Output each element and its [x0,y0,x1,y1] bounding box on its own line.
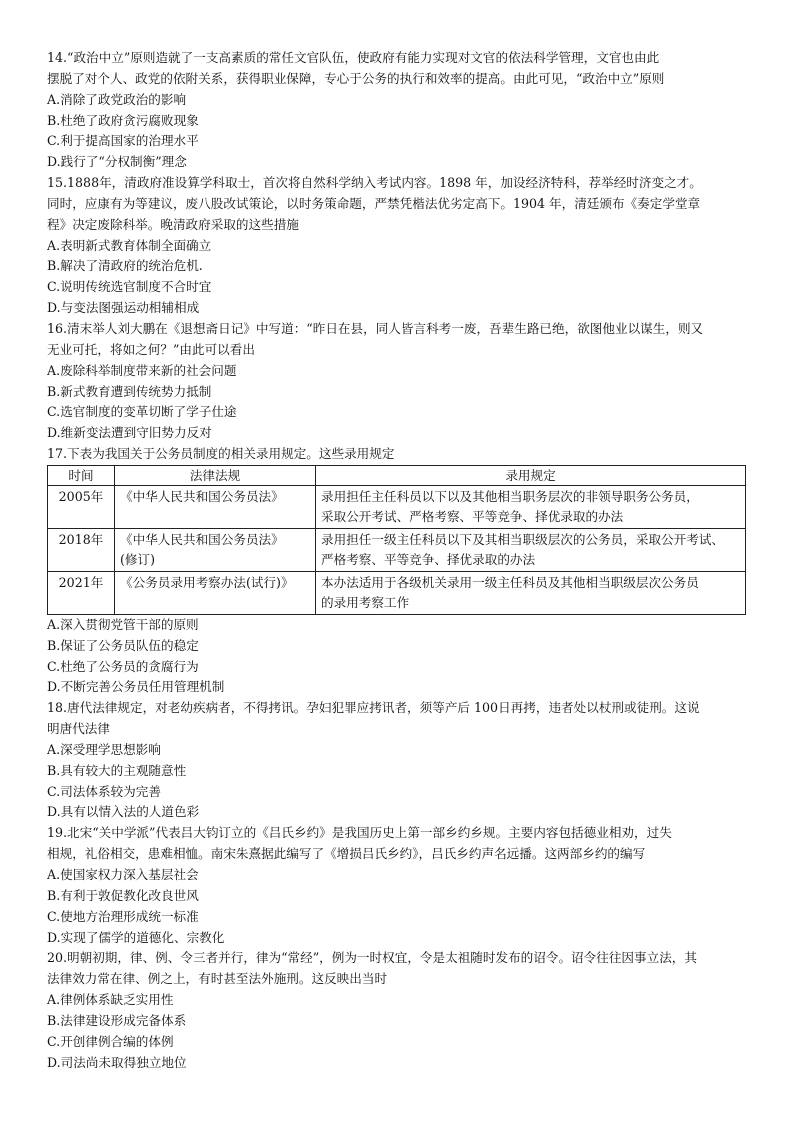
option-a: A.消除了政党政治的影响 [47,91,187,107]
question-stem-line: 法律效力常在律、例之上，有时甚至法外施刑。这反映出当时 [47,971,388,987]
option-a: A.律例体系缺乏实用性 [47,992,174,1008]
question-stem-line: 17.下表为我国关于公务员制度的相关录用规定。这些录用规定 [47,446,395,462]
header-time: 时间 [48,465,115,485]
table-row [48,485,746,528]
option-b: B.有利于敦促教化改良世风 [47,887,199,903]
cell-law [115,485,316,528]
option-d: D.与变法图强运动相辅相成 [47,300,200,316]
question-stem-line: 明唐代法律 [47,721,110,737]
question-stem-line: 15.1888年，清政府准设算学科取士，首次将自然科学纳入考试内容。1898 年，加设经济特科，荐举经时济变之才。 [47,175,702,191]
table-row [48,571,746,614]
option-d: D.实现了儒学的道德化、宗教化 [47,929,225,945]
cell-year: 2021年 [48,571,115,614]
question-15 [47,173,747,319]
option-a: A.废除科举制度带来新的社会问题 [47,362,237,378]
cell-line: 《中华人民共和国公务员法》 [120,531,284,547]
cell-line: (修订) [120,551,156,567]
cell-law [115,571,316,614]
option-a: A.使国家权力深入基层社会 [47,867,199,882]
option-a: A.深受理学思想影响 [47,741,161,757]
cell-line: 《公务员录用考察办法(试行)》 [120,574,294,590]
cell-line: 的录用考察工作 [321,594,410,610]
option-c: C.利于提高国家的治理水平 [47,133,199,149]
exam-page [47,48,747,1073]
option-b: B.具有较大的主观随意性 [47,762,187,778]
option-c: C.司法体系较为完善 [47,783,161,799]
option-b: B.法律建设形成完备体系 [47,1012,187,1028]
table-header-row [48,465,746,485]
question-stem-line: 相规，礼俗相交，患难相恤。南宋朱熹据此编写了《增损吕氏乡约》，吕氏乡约声名远播。这两部乡约的编写 [47,846,646,862]
table-row [48,528,746,571]
cell-line: 录用担任主任科员以下以及其他相当职务层次的非领导职务公务员， [321,488,699,504]
cell-line: 采取公开考试、严格考察、平等竞争、择优录取的办法 [321,508,624,524]
question-stem-line: 16.清末举人刘大鹏在《退想斋日记》中写道：“昨日在县，同人皆言科考一废，吾辈生路已绝，欲图他业以谋生，则又 [47,320,704,336]
question-stem-line: 18.唐代法律规定，对老幼疾病者，不得拷讯。孕妇犯罪应拷讯者，须等产后 100日再拷，违者处以杖刑或徒刑。这说 [47,700,700,716]
cell-year: 2005年 [48,485,115,528]
question-16 [47,319,747,444]
question-stem-line: 14.“政治中立”原则造就了一支高素质的常任文官队伍，使政府有能力实现对文官的依法科学管理，文官也由此 [47,50,660,65]
question-stem-line: 无业可托，将如之何？”由此可以看出 [47,341,255,357]
cell-rule [316,528,746,571]
cell-line: 录用担任一级主任科员以下及其相当职级层次的公务员，采取公开考试、 [321,531,724,547]
question-20 [47,948,747,1073]
option-d: D.维新变法遭到守旧势力反对 [47,425,212,441]
option-a: A.深入贯彻党管干部的原则 [47,616,199,632]
header-rule: 录用规定 [316,465,746,485]
option-c: C.开创律例合编的体例 [47,1033,174,1049]
cell-law [115,528,316,571]
option-a: A.表明新式教育体制全面确立 [47,237,212,253]
question-stem-line: 同时，应康有为等建议，废八股改试策论，以时务策命题，严禁凭楷法优劣定高下。1904 年，清廷颁布《奏定学堂章 [47,195,701,211]
civil-servant-rules-table [47,465,746,615]
option-b: B.杜绝了政府贪污腐败现象 [47,112,199,128]
option-b: B.新式教育遭到传统势力抵制 [47,383,212,399]
cell-year: 2018年 [48,528,115,571]
cell-rule [316,571,746,614]
question-stem-line: 程》决定废除科举。晚清政府采取的这些措施 [47,216,299,232]
option-c: C.选官制度的变革切断了学子仕途 [47,404,237,420]
header-law: 法律法规 [115,465,316,485]
question-stem-line: 摆脱了对个人、政党的依附关系，获得职业保障，专心于公务的执行和效率的提高。由此可见，“政治中立”原则 [47,70,665,86]
question-stem-line: 20.明朝初期，律、例、令三者并行，律为“常经”，例为一时权宜，令是太祖随时发布的诏令。诏令往往因事立法，其 [47,950,697,966]
option-c: C.使地方治理形成统一标准 [47,908,199,924]
option-c: C.说明传统选官制度不合时宜 [47,279,212,295]
question-17 [47,444,747,698]
cell-line: 《中华人民共和国公务员法》 [120,488,284,504]
question-stem-line: 19.北宋“关中学派”代表吕大钧订立的《吕氏乡约》是我国历史上第一部乡约乡规。主要内容包括德业相劝，过失 [47,825,672,841]
cell-line: 本办法适用于各级机关录用一级主任科员及其他相当职级层次公务员 [321,574,699,590]
option-b: B.解决了清政府的统治危机. [47,258,203,274]
question-18 [47,698,747,823]
option-b: B.保证了公务员队伍的稳定 [47,637,199,653]
option-c: C.杜绝了公务员的贪腐行为 [47,658,199,674]
option-d: D.司法尚未取得独立地位 [47,1054,187,1070]
cell-rule [316,485,746,528]
option-d: D.践行了“分权制衡”理念 [47,154,187,170]
question-19 [47,823,747,948]
cell-line: 严格考察、平等竞争、择优录取的办法 [321,551,536,567]
question-14 [47,48,747,173]
option-d: D.不断完善公务员任用管理机制 [47,679,225,695]
option-d: D.具有以情入法的人道色彩 [47,804,200,820]
